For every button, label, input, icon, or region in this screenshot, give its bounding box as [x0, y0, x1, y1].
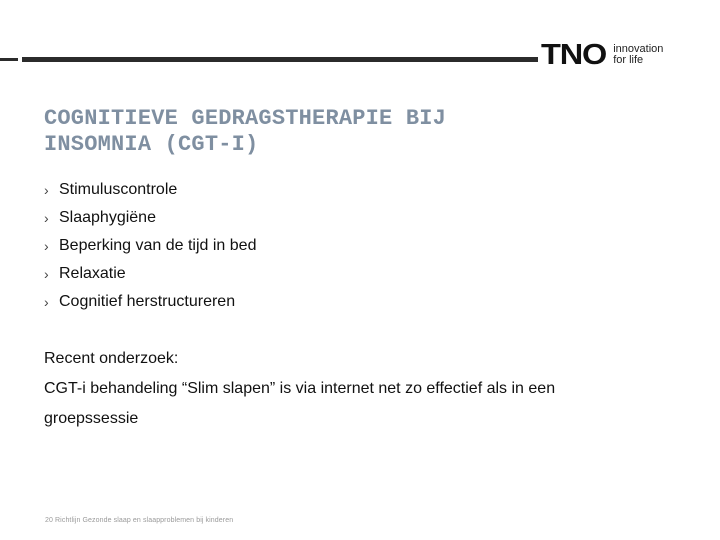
bullet-item [44, 204, 256, 232]
slide-title [44, 106, 684, 158]
research-heading: Recent onderzoek: [44, 350, 179, 367]
chevron-right-icon: › [44, 294, 49, 310]
logo-tagline [613, 44, 663, 66]
slide-title-line-1: COGNITIEVE GEDRAGSTHERAPIE BIJ [44, 106, 447, 131]
chevron-right-icon: › [44, 182, 49, 198]
logo-mark: TNO [541, 38, 607, 71]
research-section [44, 344, 684, 434]
bullet-item [44, 176, 256, 204]
logo-tagline-line-2: for life [613, 54, 644, 66]
bullet-item [44, 288, 256, 316]
chevron-right-icon: › [44, 238, 49, 254]
bullet-text: Slaaphygiëne [59, 209, 156, 226]
bullet-text: Cognitief herstructureren [59, 293, 236, 310]
slide-footer: 20 Richtlijn Gezonde slaap en slaapproblemen bij kinderen [45, 517, 234, 524]
header-bar [0, 44, 540, 62]
tno-logo [541, 38, 664, 71]
bullet-text: Relaxatie [59, 265, 126, 282]
research-line-2: groepssessie [44, 410, 139, 427]
slide-title-line-2: INSOMNIA (CGT-I) [44, 132, 259, 157]
logo-tagline-line-1: innovation [613, 43, 664, 55]
research-line-1: CGT-i behandeling “Slim slapen” is via internet net zo effectief als in een [44, 380, 556, 397]
header-stripe-short [0, 58, 18, 61]
bullet-list [44, 176, 256, 316]
chevron-right-icon: › [44, 266, 49, 282]
header-stripe-long [22, 57, 538, 62]
bullet-item [44, 260, 256, 288]
bullet-item [44, 232, 256, 260]
bullet-text: Stimuluscontrole [59, 181, 178, 198]
bullet-text: Beperking van de tijd in bed [59, 237, 257, 254]
chevron-right-icon: › [44, 210, 49, 226]
